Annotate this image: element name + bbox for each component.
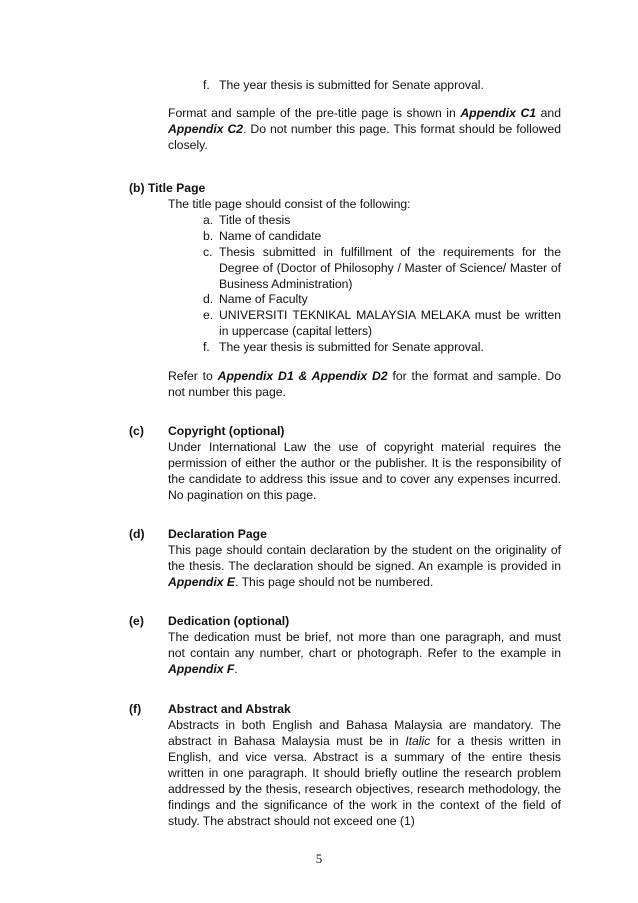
pre-title-paragraph: Format and sample of the pre-title page is shown in Appendix C1 and Appendix C2. Do not number this page. This format should be followed closely.	[168, 106, 561, 152]
section-e-label: (e)	[129, 614, 144, 628]
section-f-label: (f)	[129, 702, 142, 716]
section-c-heading: Copyright (optional)	[168, 424, 285, 438]
list-marker: f.	[203, 78, 210, 92]
list-item: e. UNIVERSITI TEKNIKAL MALAYSIA MELAKA must be written in uppercase (capital letters)	[203, 308, 561, 338]
top-list-item	[203, 77, 561, 93]
declaration-body: This page should contain declaration by the student on the originality of the thesis. The declaration should be signed. An example is provided in Appendix E. This page should not be numbered.	[168, 543, 561, 589]
page-number: 5	[315, 851, 323, 866]
list-item: c. Thesis submitted in fulfillment of the requirements for the Degree of (Doctor of Philosophy / Master of Science/ Master of Business Administration)	[203, 245, 561, 291]
title-page-refer-paragraph: Refer to Appendix D1 & Appendix D2 for the format and sample. Do not number this page.	[168, 369, 561, 399]
section-e-heading: Dedication (optional)	[168, 614, 290, 628]
appendix-ref: Appendix E	[168, 575, 236, 589]
appendix-ref: Appendix D1 & Appendix D2	[217, 369, 388, 383]
section-b-heading: (b) Title Page	[129, 181, 206, 195]
title-page-intro: The title page should consist of the following:	[168, 197, 411, 211]
appendix-ref: Appendix C2	[168, 122, 244, 136]
list-item: d. Name of Faculty	[203, 292, 308, 306]
section-c-label: (c)	[129, 424, 144, 438]
list-text: The year thesis is submitted for Senate approval.	[219, 78, 484, 92]
list-item: f. The year thesis is submitted for Senate approval.	[203, 340, 484, 354]
appendix-ref: Appendix F	[168, 662, 235, 676]
copyright-body: Under International Law the use of copyright material requires the permission of either the author or the publisher. It is the responsibility of the candidate to address this issue and to cover any expenses incurred. No pagination on this page.	[168, 440, 561, 502]
abstract-body: Abstracts in both English and Bahasa Malaysia are mandatory. The abstract in Bahasa Malaysia must be in Italic for a thesis written in English, and vice versa. Abstract is a summary of the entire thesis written in one paragraph. It should briefly outline the research problem addressed by the thesis, research objectives, research methodology, the findings and the significance of the work in the context of the field of study. The abstract should not exceed one (1)	[168, 718, 561, 828]
section-d-heading: Declaration Page	[168, 527, 267, 541]
section-f-heading: Abstract and Abstrak	[168, 702, 291, 716]
list-item: b. Name of candidate	[203, 229, 322, 243]
dedication-body: The dedication must be brief, not more than one paragraph, and must not contain any number, chart or photograph. Refer to the example in Appendix F.	[168, 630, 561, 676]
appendix-ref: Appendix C1	[460, 106, 537, 120]
list-item: a. Title of thesis	[203, 213, 291, 227]
section-d-label: (d)	[129, 527, 145, 541]
italic-word: Italic	[405, 734, 431, 748]
